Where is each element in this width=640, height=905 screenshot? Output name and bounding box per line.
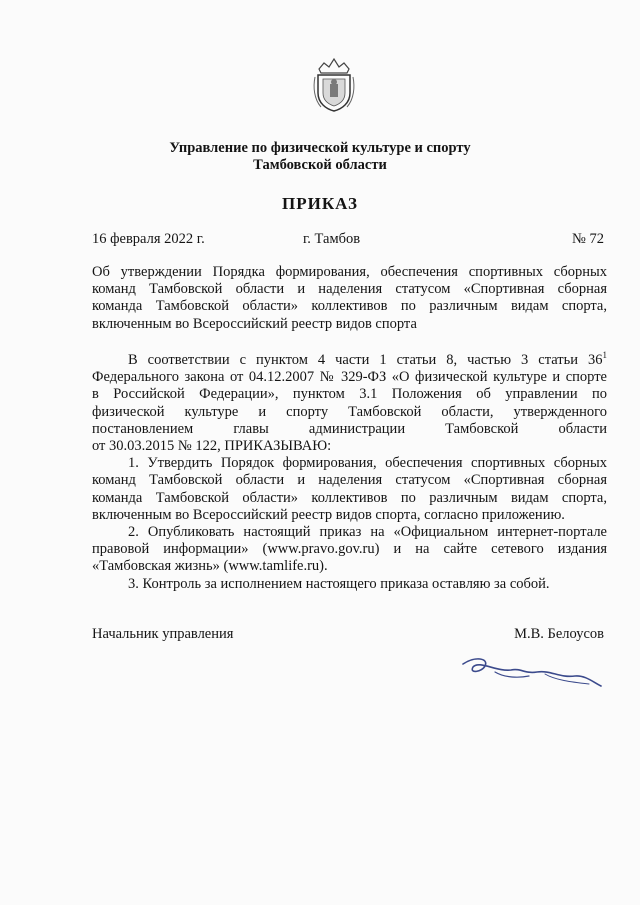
document-subject [92,264,607,333]
document-type: ПРИКАЗ [282,194,358,213]
basis-line: Федерального закона от 04.12.2007 № 329-ФЗ «О физической культуре и спорте [92,369,607,386]
document-number: № 72 [572,231,604,247]
organization-region: Тамбовской области [253,157,387,173]
basis-line: от 30.03.2015 № 122, ПРИКАЗЫВАЮ: [92,438,332,455]
superscript: 1 [602,350,607,361]
basis-line [92,352,607,369]
signer-name: М.В. Белоусов [514,626,604,642]
order-item-2-line: «Тамбовская жизнь» (www.tamlife.ru). [92,558,328,575]
subject-line: команда Тамбовской области» коллективов по различным видам спорта, [92,298,607,315]
signer-position: Начальник управления [92,626,234,642]
subject-line: Об утверждении Порядка формирования, обеспечения спортивных сборных [92,264,607,280]
handwritten-signature [455,652,605,692]
document-city: г. Тамбов [303,231,361,247]
order-item-2: 2. Опубликовать настоящий приказ на «Официальном интернет-портале [128,524,607,541]
order-item-1-line: команда Тамбовской области» коллективов по различным видам спорта, [92,489,607,506]
organization-name: Управление по физической культуре и спорту [169,140,471,156]
order-item-1: 1. Утвердить Порядок формирования, обеспечения спортивных сборных [128,455,607,472]
coat-of-arms-icon [311,55,357,113]
basis-line: в Российской Федерации», пунктом 3.1 Положения об управлении по [92,386,607,403]
subject-line: команд Тамбовской области и наделения статусом «Спортивная сборная [92,281,607,298]
basis-text: В соответствии с пунктом 4 части 1 статьи 8, частью 3 статьи 36 [128,352,603,368]
subject-line: включенным во Всероссийский реестр видов спорта [92,315,417,332]
basis-line: постановлением главы администрации Тамбовской области [92,420,607,437]
document-date: 16 февраля 2022 г. [92,231,205,247]
document-body [92,352,607,593]
order-item-2-line: правовой информации» (www.pravo.gov.ru) и на сайте сетевого издания [92,541,607,558]
order-item-1-line: команд Тамбовской области и наделения статусом «Спортивная сборная [92,472,607,489]
order-item-1-line: включенным во Всероссийский реестр видов спорта, согласно приложению. [92,506,565,523]
basis-line: физической культуре и спорту Тамбовской области, утвержденного [92,403,607,420]
order-item-3: 3. Контроль за исполнением настоящего приказа оставляю за собой. [128,575,550,592]
